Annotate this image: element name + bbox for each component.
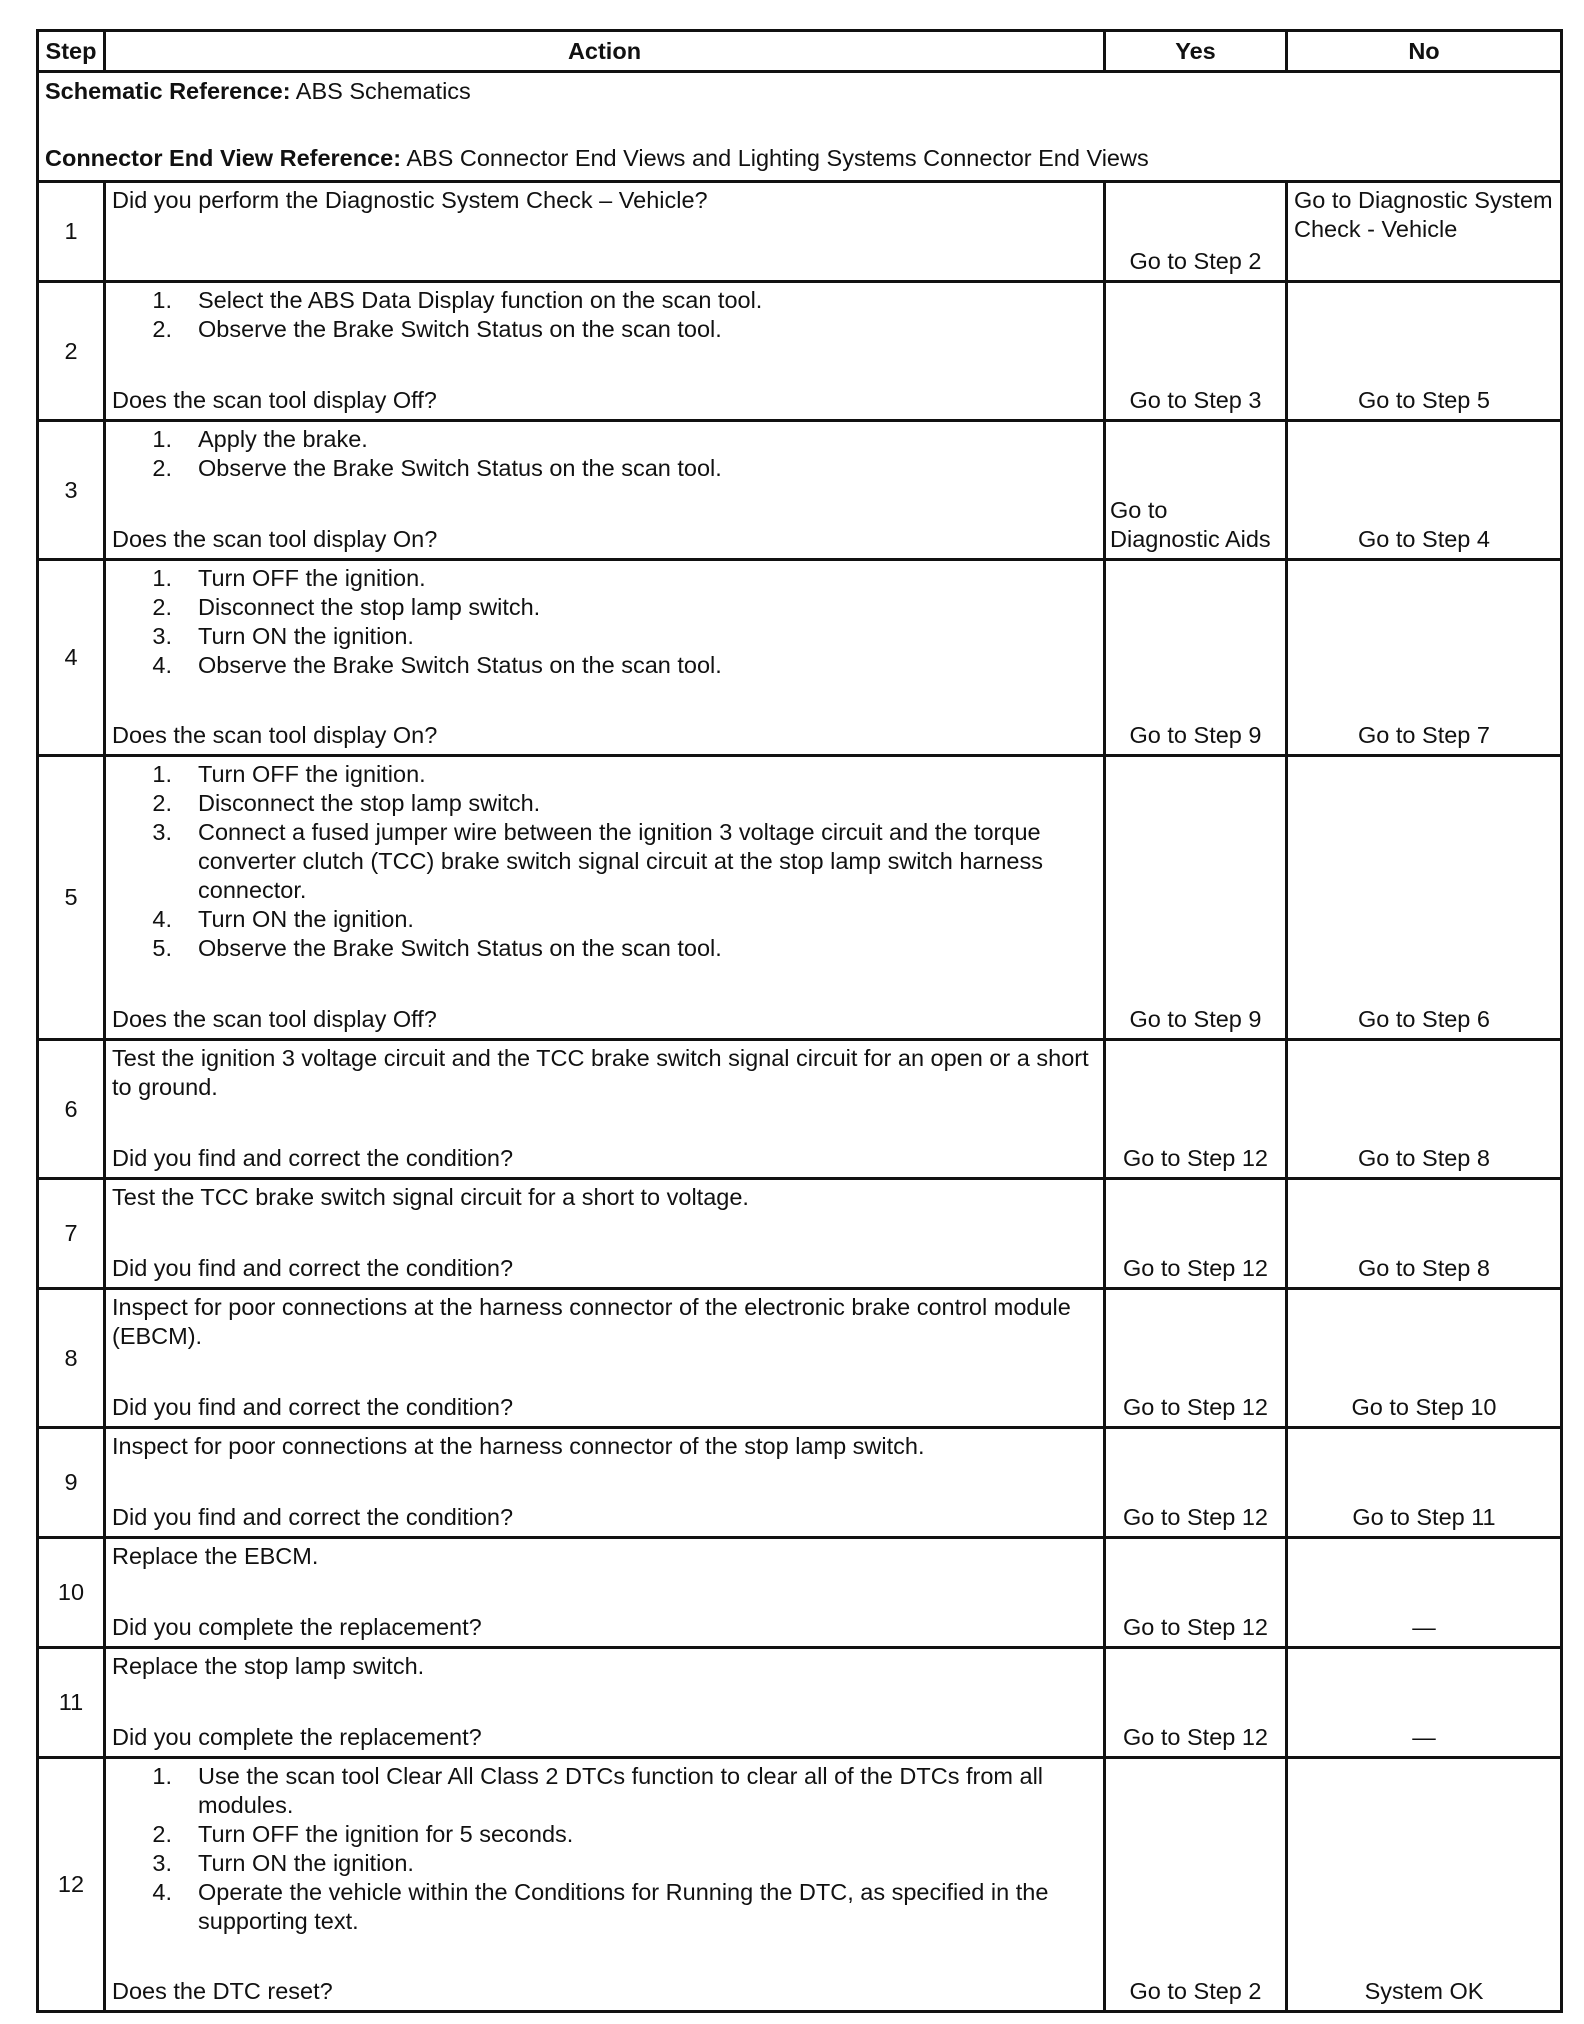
list-item-text: Observe the Brake Switch Status on the scan tool. [198,316,722,342]
list-item [112,651,1097,680]
action-content [112,1432,1097,1532]
action-question: Did you find and correct the condition? [112,1145,514,1171]
list-item [112,760,1097,789]
yes-result: Go to Step 12 [1105,1648,1287,1758]
list-item [112,789,1097,818]
table-row [38,756,1562,1040]
list-item-text: Turn ON the ignition. [198,623,414,649]
action-content [112,186,1097,276]
list-item-text: Observe the Brake Switch Status on the scan tool. [198,652,722,678]
list-item-text: Turn ON the ignition. [198,1850,414,1876]
table-row [38,282,1562,421]
no-result: Go to Step 6 [1287,756,1562,1040]
action-text: Did you perform the Diagnostic System Check – Vehicle? [112,187,708,213]
yes-result: Go to Step 12 [1105,1289,1287,1428]
header-row [38,31,1562,72]
list-item-number: 2. [152,316,172,342]
list-item-text: Turn OFF the ignition. [198,565,426,591]
list-item-number: 2. [152,594,172,620]
diagnostic-table [36,29,1563,2013]
list-item-text: Observe the Brake Switch Status on the scan tool. [198,455,722,481]
action-question: Did you find and correct the condition? [112,1255,514,1281]
table-row [38,1040,1562,1179]
list-item [112,1878,1097,1936]
action-content [112,564,1097,750]
yes-result: Go to Diagnostic Aids [1105,421,1287,560]
table-row [38,1648,1562,1758]
list-item [112,905,1097,934]
list-item-number: 1. [152,287,172,313]
action-question: Does the scan tool display Off? [112,1006,437,1032]
table-row [38,560,1562,756]
step-number: 2 [38,282,105,421]
no-result: Go to Step 8 [1287,1040,1562,1179]
action-content [112,1183,1097,1283]
reference-cell [38,72,1562,182]
list-item [112,934,1097,963]
list-item-number: 4. [152,1879,172,1905]
list-item [112,622,1097,651]
list-item-number: 2. [152,455,172,481]
schematic-reference-value: ABS Schematics [295,78,471,104]
action-sublist [112,760,1097,963]
table-row [38,421,1562,560]
action-content [112,286,1097,415]
header-action: Action [105,31,1105,72]
header-step: Step [38,31,105,72]
action-question: Did you find and correct the condition? [112,1504,514,1530]
yes-result: Go to Step 2 [1105,182,1287,282]
step-number: 5 [38,756,105,1040]
no-result: Go to Step 8 [1287,1179,1562,1289]
schematic-reference-label: Schematic Reference: [45,78,291,104]
action-content [112,425,1097,554]
action-question: Does the DTC reset? [112,1978,333,2004]
list-item-number: 1. [152,761,172,787]
list-item [112,1849,1097,1878]
connector-reference-value: ABS Connector End Views and Lighting Systems Connector End Views [406,145,1149,171]
list-item-number: 4. [152,906,172,932]
no-result: Go to Step 11 [1287,1428,1562,1538]
list-item [112,454,1097,483]
list-item-text: Observe the Brake Switch Status on the scan tool. [198,935,722,961]
step-number: 1 [38,182,105,282]
action-cell [105,1179,1105,1289]
list-item-number: 1. [152,426,172,452]
action-sublist [112,564,1097,680]
connector-reference-label: Connector End View Reference: [45,145,402,171]
action-question: Does the scan tool display Off? [112,387,437,413]
action-content [112,1044,1097,1173]
no-result: Go to Diagnostic System Check - Vehicle [1287,182,1562,282]
yes-result: Go to Step 12 [1105,1179,1287,1289]
action-cell [105,1538,1105,1648]
action-text: Replace the EBCM. [112,1543,319,1569]
action-sublist [112,425,1097,483]
action-question: Did you complete the replacement? [112,1614,482,1640]
yes-result: Go to Step 12 [1105,1428,1287,1538]
action-content [112,1652,1097,1752]
list-item-text: Turn OFF the ignition. [198,761,426,787]
list-item-number: 4. [152,652,172,678]
step-number: 7 [38,1179,105,1289]
list-item-number: 3. [152,623,172,649]
action-cell [105,1040,1105,1179]
table-row [38,1289,1562,1428]
action-cell [105,421,1105,560]
yes-result: Go to Step 9 [1105,560,1287,756]
action-text: Inspect for poor connections at the harness connector of the stop lamp switch. [112,1433,925,1459]
action-content [112,1762,1097,2006]
yes-result: Go to Step 2 [1105,1758,1287,2012]
schematic-reference [45,77,1554,106]
action-cell [105,1428,1105,1538]
yes-result: Go to Step 9 [1105,756,1287,1040]
action-cell [105,182,1105,282]
list-item-text: Apply the brake. [198,426,368,452]
no-result: Go to Step 4 [1287,421,1562,560]
no-result: — [1287,1538,1562,1648]
action-cell [105,1289,1105,1428]
list-item-text: Disconnect the stop lamp switch. [198,594,541,620]
step-number: 10 [38,1538,105,1648]
list-item-number: 3. [152,1850,172,1876]
list-item [112,818,1097,905]
header-yes: Yes [1105,31,1287,72]
action-text: Replace the stop lamp switch. [112,1653,425,1679]
list-item-text: Use the scan tool Clear All Class 2 DTCs function to clear all of the DTCs from all modules. [198,1763,1044,1818]
action-content [112,760,1097,1034]
action-cell [105,560,1105,756]
connector-reference [45,144,1554,173]
step-number: 3 [38,421,105,560]
action-cell [105,1648,1105,1758]
list-item-text: Turn ON the ignition. [198,906,414,932]
table-row [38,182,1562,282]
action-cell [105,756,1105,1040]
action-question: Does the scan tool display On? [112,526,438,552]
reference-row [38,72,1562,182]
action-text: Inspect for poor connections at the harness connector of the electronic brake control module (EBCM). [112,1294,1071,1349]
action-cell [105,1758,1105,2012]
yes-result: Go to Step 3 [1105,282,1287,421]
action-sublist [112,1762,1097,1936]
table-row [38,1428,1562,1538]
list-item-text: Turn OFF the ignition for 5 seconds. [198,1821,574,1847]
list-item-number: 3. [152,819,172,845]
action-text: Test the TCC brake switch signal circuit for a short to voltage. [112,1184,749,1210]
list-item-number: 2. [152,790,172,816]
no-result: Go to Step 7 [1287,560,1562,756]
table-row [38,1538,1562,1648]
step-number: 4 [38,560,105,756]
action-question: Did you complete the replacement? [112,1724,482,1750]
list-item [112,593,1097,622]
yes-result: Go to Step 12 [1105,1040,1287,1179]
action-sublist [112,286,1097,344]
no-result: Go to Step 10 [1287,1289,1562,1428]
list-item [112,315,1097,344]
action-cell [105,282,1105,421]
list-item-number: 1. [152,1763,172,1789]
list-item [112,286,1097,315]
list-item-text: Operate the vehicle within the Conditions for Running the DTC, as specified in the supporting text. [198,1879,1049,1934]
list-item-text: Connect a fused jumper wire between the ignition 3 voltage circuit and the torque converter clutch (TCC) brake switch signal circuit at the stop lamp switch harness connector. [198,819,1044,903]
action-content [112,1293,1097,1422]
action-content [112,1542,1097,1642]
list-item [112,1762,1097,1820]
list-item-text: Select the ABS Data Display function on the scan tool. [198,287,763,313]
list-item-text: Disconnect the stop lamp switch. [198,790,541,816]
table-row [38,1179,1562,1289]
step-number: 6 [38,1040,105,1179]
list-item-number: 1. [152,565,172,591]
list-item [112,425,1097,454]
header-no: No [1287,31,1562,72]
list-item-number: 2. [152,1821,172,1847]
step-number: 8 [38,1289,105,1428]
action-question: Does the scan tool display On? [112,722,438,748]
list-item-number: 5. [152,935,172,961]
no-result: System OK [1287,1758,1562,2012]
action-question: Did you find and correct the condition? [112,1394,514,1420]
yes-result: Go to Step 12 [1105,1538,1287,1648]
no-result: Go to Step 5 [1287,282,1562,421]
no-result: — [1287,1648,1562,1758]
step-number: 12 [38,1758,105,2012]
step-number: 9 [38,1428,105,1538]
step-number: 11 [38,1648,105,1758]
list-item [112,1820,1097,1849]
action-text: Test the ignition 3 voltage circuit and the TCC brake switch signal circuit for an open or a short to ground. [112,1045,1089,1100]
list-item [112,564,1097,593]
table-row [38,1758,1562,2012]
